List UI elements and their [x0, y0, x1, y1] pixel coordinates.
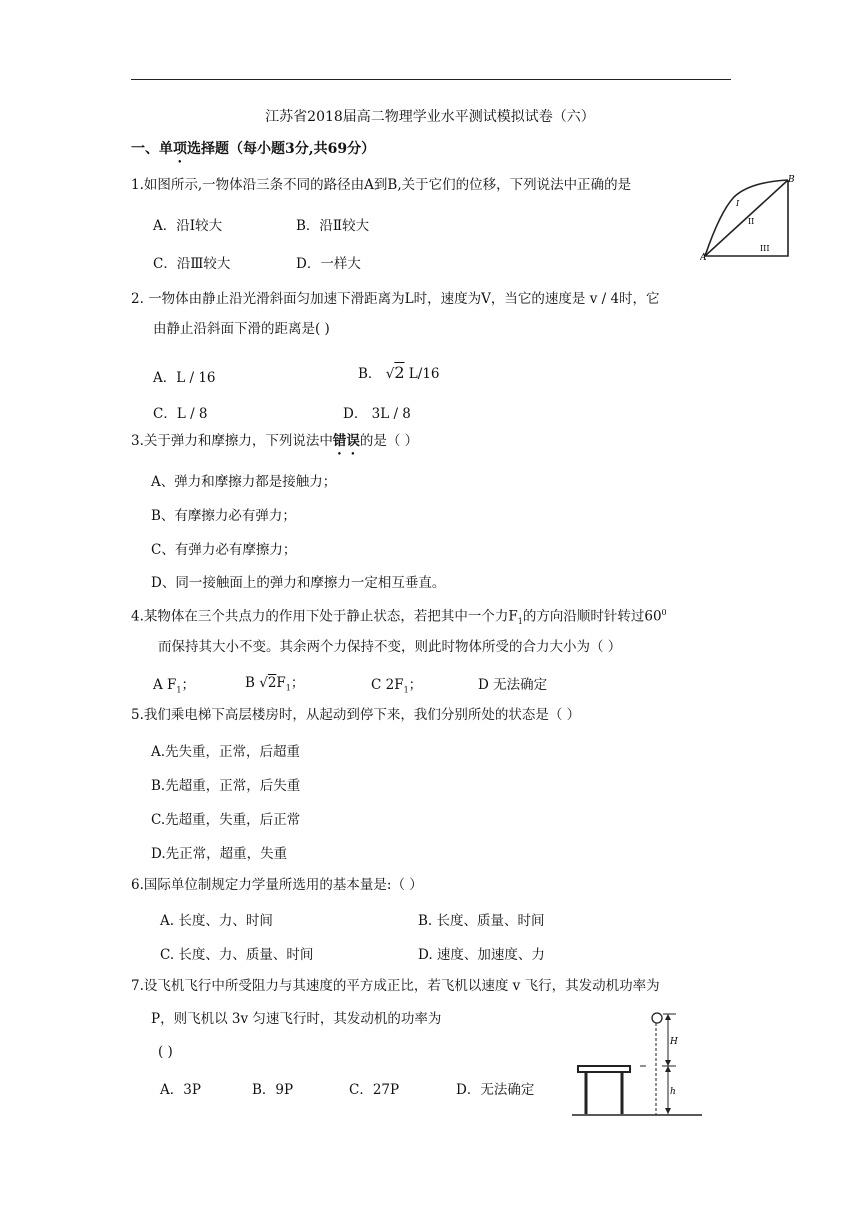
sqrt-symbol: √2	[259, 675, 277, 691]
q4-option-c: C $2F_1$；	[371, 677, 423, 695]
q1-option-c: C．沿Ⅲ较大	[153, 256, 231, 272]
q7-option-a: A．3P	[160, 1082, 201, 1098]
question-2-line-2: 由静止沿斜面下滑的距离是( )	[153, 321, 330, 337]
q3-option-b: B、有摩擦力必有弹力；	[151, 508, 296, 524]
q6-option-c: C. 长度、力、质量、时间	[160, 947, 314, 963]
section-heading: 一、单项选择题（每小题3分,共69分）	[131, 141, 376, 157]
sqrt-symbol: √2	[385, 363, 405, 382]
q7-option-c: C．27P	[349, 1082, 400, 1098]
q7-ball-table-diagram	[572, 1010, 712, 1120]
question-7-line-2: P，则飞机以 3v 匀速飞行时，其发动机的功率为	[151, 1011, 442, 1027]
exam-title: 江苏省2018届高二物理学业水平测试模拟试卷（六）	[265, 109, 595, 125]
table-top	[578, 1066, 630, 1072]
q1-path-diagram	[700, 172, 796, 262]
straight-path-line	[705, 180, 788, 256]
path-2-label: II	[748, 217, 755, 226]
q7-option-b: B．9P	[252, 1082, 294, 1098]
q2-option-c: C．L / 8	[153, 406, 208, 422]
q3-option-d: D、同一接触面上的弹力和摩擦力一定相互垂直。	[151, 575, 446, 591]
question-4-line-1: 4.某物体在三个共点力的作用下处于静止状态，若把其中一个力$F_1$的方向沿顺时针转过$60^0$	[131, 608, 667, 627]
q1-option-d: D．一样大	[296, 256, 361, 272]
question-3: 3.关于弹力和摩擦力，下列说法中错误的是（ ）	[131, 433, 419, 449]
point-b-label: B	[788, 175, 795, 185]
q3-option-c: C、有弹力必有摩擦力；	[151, 542, 297, 558]
q5-option-b: B.先超重，正常，后失重	[151, 778, 301, 794]
point-a-label: A	[700, 253, 707, 262]
question-5: 5.我们乘电梯下高层楼房时，从起动到停下来，我们分别所处的状态是（ ）	[131, 707, 581, 723]
question-2-line-1: 2. 一物体由静止沿光滑斜面匀加速下滑距离为L时，速度为V，当它的速度是 v / 4时，它	[131, 291, 660, 307]
q7-option-d: D．无法确定	[456, 1082, 535, 1098]
top-rule	[131, 79, 731, 80]
question-1: 1.如图所示,一物体沿三条不同的路径由A到B,关于它们的位移，下列说法中正确的是	[131, 177, 632, 193]
q2-option-b: B． √2 L/16	[358, 363, 440, 382]
q2-option-d: D． 3L / 8	[343, 406, 411, 422]
q2-option-a: A．L / 16	[153, 370, 216, 386]
q6-option-d: D. 速度、加速度、力	[418, 947, 545, 963]
question-7-line-1: 7.设飞机飞行中所受阻力与其速度的平方成正比，若飞机以速度 v 飞行，其发动机功率为	[131, 978, 660, 994]
question-4-line-2: 而保持其大小不变。其余两个力保持不变，则此时物体所受的合力大小为（ ）	[158, 639, 622, 655]
question-6: 6.国际单位制规定力学量所选用的基本量是:（ ）	[131, 877, 423, 893]
ball-icon	[652, 1013, 662, 1023]
q4-option-d: D 无法确定	[478, 677, 548, 693]
q5-option-c: C.先超重，失重，后正常	[151, 812, 301, 828]
q5-option-a: A.先失重，正常，后超重	[151, 744, 301, 760]
height-h-upper-label: H	[670, 1037, 678, 1047]
q3-option-a: A、弹力和摩擦力都是接触力；	[151, 474, 337, 490]
path-1-label: I	[736, 199, 740, 208]
q1-option-a: A．沿Ⅰ较大	[153, 218, 223, 234]
height-h-lower-label: h	[670, 1087, 676, 1097]
q1-option-b: B．沿Ⅱ较大	[296, 218, 370, 234]
path-3-label: III	[760, 244, 770, 253]
q4-option-b: B $√2F_1$；	[245, 675, 305, 693]
q4-option-a: A $F_1$；	[153, 677, 196, 695]
question-7-line-3: ( )	[158, 1044, 173, 1060]
q6-option-b: B. 长度、质量、时间	[418, 913, 545, 929]
q6-option-a: A. 长度、力、时间	[160, 913, 273, 929]
q5-option-d: D.先正常，超重，失重	[151, 846, 288, 862]
